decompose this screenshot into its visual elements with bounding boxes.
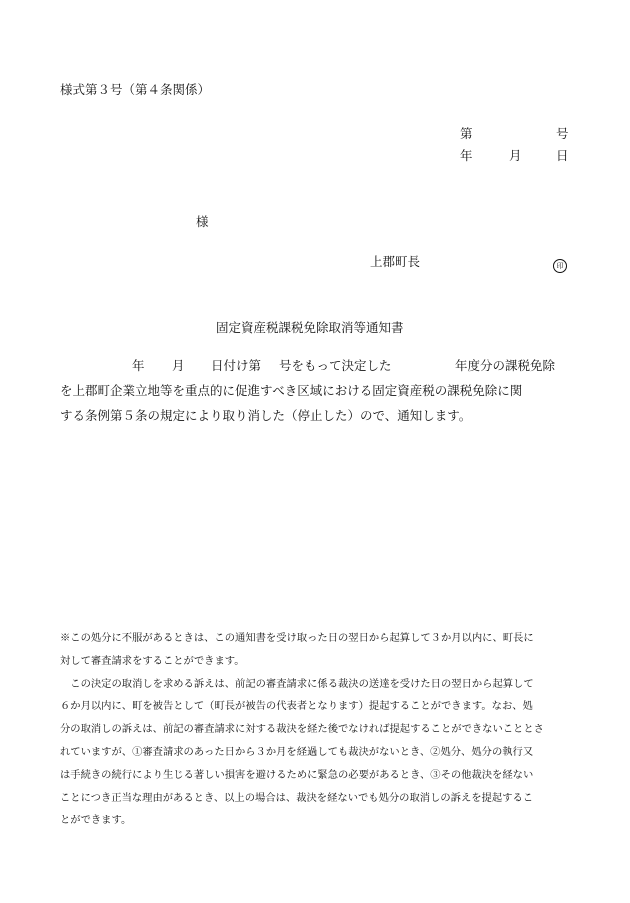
notice-line: ことにつき正当な理由があるとき、以上の場合は、裁決を経ないでも処分の取消しの訴えを提起するこ [60, 791, 534, 804]
notice-line: 分の取消しの訴えは、前記の審査請求に対する裁決を経た後でなければ提起することができないこととさ [60, 723, 544, 736]
notice-line: 対して審査請求をすることができます。 [60, 654, 245, 667]
body-seg-fiscal-year: 年度分の課税免除 [455, 358, 556, 373]
notice-line: とができます。 [60, 814, 132, 827]
date-day: 日 [556, 148, 569, 163]
notice-line: ６か月以内に、町を被告として（町長が被告の代表者となります）提起することができます。なお、処 [60, 700, 533, 713]
notice-line: ※この処分に不服があるときは、この通知書を受け取った日の翌日から起算して３か月以内に、町長に [60, 632, 534, 644]
body-seg-decided: 号をもって決定した [279, 358, 392, 373]
body-line-3: する条例第５条の規定により取り消した（停止した）ので、通知します。 [60, 408, 472, 423]
body-seg-year: 年 [132, 358, 145, 373]
body-paragraph [60, 353, 576, 428]
body-seg-day-number: 日付け第 [211, 358, 262, 373]
document-title: 固定資産税課税免除取消等通知書 [216, 320, 404, 335]
notice-line: この決定の取消しを求める訴えは、前記の審査請求に係る裁決の送達を受けた日の翌日から起算して [60, 677, 534, 690]
body-line-1 [60, 353, 576, 378]
notice-line: は手続きの続行により生じる著しい損害を避けるために緊急の必要があるとき、③その他裁決を経ない [60, 768, 534, 781]
date-year: 年 [460, 148, 473, 163]
doc-number-dai: 第 [460, 126, 473, 141]
body-seg-month: 月 [172, 358, 185, 373]
seal-mark [553, 253, 567, 273]
issuer-title: 上郡町長 [370, 254, 421, 269]
doc-number-go: 号 [556, 126, 569, 141]
notice-line: れていますが、①審査請求のあった日から３か月を経過しても裁決がないとき、②処分、処分の執行又 [60, 745, 534, 758]
addressee-suffix: 様 [196, 214, 209, 229]
appeal-notice [60, 627, 580, 832]
body-line-2: を上郡町企業立地等を重点的に促進すべき区域における固定資産税の課税免除に関 [60, 383, 523, 398]
form-label: 様式第３号（第４条関係） [60, 82, 211, 97]
date-month: 月 [509, 148, 522, 163]
seal-icon: 印 [553, 259, 567, 273]
